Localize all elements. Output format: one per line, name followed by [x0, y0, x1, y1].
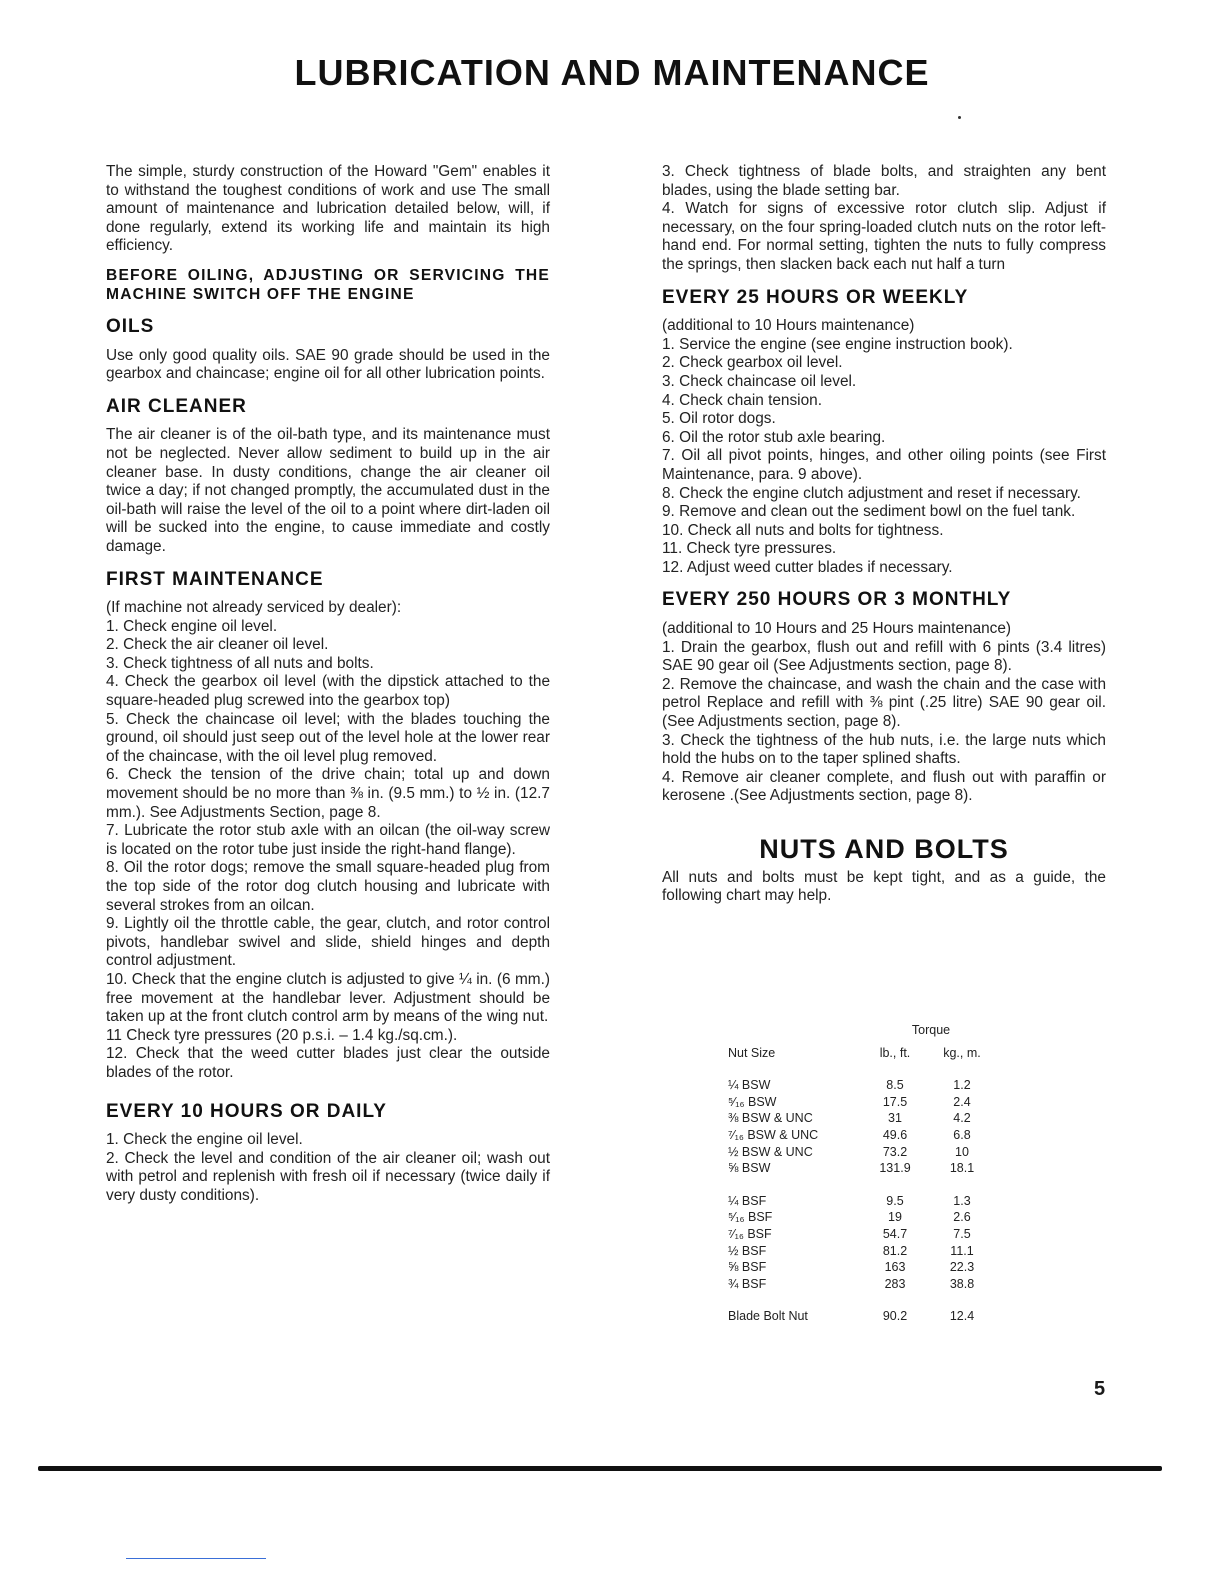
nuts-and-bolts-heading: NUTS AND BOLTS — [759, 834, 1009, 864]
table-cell: 38.8 — [949, 1276, 975, 1291]
table-row — [728, 1209, 998, 1226]
table-cell: 17.5 — [882, 1094, 908, 1109]
table-cell: 12.4 — [949, 1309, 975, 1324]
every-250-hours-list — [662, 639, 1106, 806]
list-item: 3. Check tightness of all nuts and bolts. — [106, 654, 374, 672]
list-item: 2. Check the level and condition of the air cleaner oil; wash out with petrol and replenish with fresh oil if necessary (twice daily if very dusty conditions). — [106, 1149, 550, 1204]
list-item: 1. Drain the gearbox, flush out and refill with 6 pints (3.4 litres) SAE 90 gear oil (See Adjustments section, page 8). — [662, 638, 1106, 675]
table-cell: 54.7 — [882, 1226, 908, 1241]
list-item: 7. Lubricate the rotor stub axle with an oilcan (the oil-way screw is located on the rotor tube just inside the right-hand flange). — [106, 822, 550, 858]
list-item: 3. Check chaincase oil level. — [662, 372, 857, 390]
table-cell: ⅝ BSW — [728, 1161, 771, 1176]
right-column — [662, 163, 1106, 906]
list-item: 4. Check the gearbox oil level (with the dipstick attached to the square-headed plug screwed into the gearbox top) — [106, 673, 550, 710]
table-cell: 1.2 — [953, 1078, 971, 1093]
first-maintenance-heading: FIRST MAINTENANCE — [106, 568, 324, 590]
list-item: 6. Check the tension of the drive chain; total up and down movement should be no more than ⅜ in. (9.5 mm.) to ½ in. (12.7 mm.). See Adjustments Section, page 8. — [106, 766, 550, 821]
table-cell: 10 — [955, 1144, 969, 1159]
table-cell: 73.2 — [882, 1144, 908, 1159]
list-item: 8. Check the engine clutch adjustment and reset if necessary. — [662, 484, 1081, 502]
table-row — [728, 1276, 998, 1293]
table-cell: ⅜ BSW & UNC — [728, 1111, 813, 1126]
list-item: 4. Remove air cleaner complete, and flush out with paraffin or kerosene .(See Adjustments section, page 8). — [662, 768, 1106, 805]
air-cleaner-heading: AIR CLEANER — [106, 395, 247, 417]
table-row — [728, 1226, 998, 1243]
list-item: 9. Lightly oil the throttle cable, the gear, clutch, and rotor control pivots, handlebar swivel and slide, shield hinges and depth control adjustment. — [106, 915, 550, 970]
column-header: lb., ft. — [879, 1045, 911, 1060]
stray-dot — [958, 116, 961, 119]
list-item: 2. Check the air cleaner oil level. — [106, 636, 329, 654]
table-cell: ¾ BSF — [728, 1276, 767, 1291]
list-item: 2. Check gearbox oil level. — [662, 354, 843, 372]
table-cell: 163 — [884, 1260, 906, 1275]
table-cell: ⁷⁄₁₆ BSW & UNC — [728, 1127, 819, 1142]
table-cell: 8.5 — [886, 1078, 904, 1093]
torque-group-header-row — [728, 1022, 998, 1039]
table-cell: 283 — [884, 1276, 906, 1291]
table-cell: ¼ BSF — [728, 1193, 767, 1208]
table-cell: 2.4 — [953, 1094, 971, 1109]
list-item: 8. Oil the rotor dogs; remove the small square-headed plug from the top side of the rotor dog clutch housing and lubricate with several strokes from an oilcan. — [106, 859, 550, 914]
list-item: 11 Check tyre pressures (20 p.s.i. – 1.4 kg./sq.cm.). — [106, 1026, 458, 1044]
page-title: LUBRICATION AND MAINTENANCE — [294, 52, 930, 93]
list-item: 5. Check the chaincase oil level; with the blades touching the ground, oil should just seep out of the level hole at the lower rear of the chaincase, with the oil level plug removed. — [106, 710, 550, 765]
first-maintenance-list — [106, 618, 550, 1083]
table-cell: 19 — [888, 1210, 902, 1225]
table-row — [728, 1259, 998, 1276]
every-10-hours-list — [106, 1131, 550, 1205]
table-row — [728, 1144, 998, 1161]
list-item: 2. Remove the chaincase, and wash the chain and the case with petrol Replace and refill with ⅜ pint (.25 litre) SAE 90 gear oil. (See Adjustments section, page 8). — [662, 675, 1106, 731]
column-header: Nut Size — [728, 1045, 776, 1060]
table-cell: Blade Bolt Nut — [728, 1309, 808, 1324]
table-cell: 11.1 — [950, 1243, 974, 1258]
list-item: 4. Check chain tension. — [662, 391, 822, 409]
list-item: 1. Check engine oil level. — [106, 617, 278, 635]
list-item: 12. Check that the weed cutter blades just clear the outside blades of the rotor. — [106, 1045, 550, 1081]
table-cell: ⁵⁄₁₆ BSF — [728, 1210, 773, 1225]
list-item: 12. Adjust weed cutter blades if necessary. — [662, 558, 953, 576]
table-row — [728, 1160, 998, 1177]
table-cell: ⅝ BSF — [728, 1260, 767, 1275]
table-row — [728, 1110, 998, 1127]
table-row — [728, 1308, 998, 1325]
table-row — [728, 1127, 998, 1144]
left-column — [106, 163, 550, 1206]
torque-table — [728, 1022, 998, 1325]
table-header-row — [728, 1045, 998, 1062]
air-cleaner-text: The air cleaner is of the oil-bath type, and its maintenance must not be neglected. Never allow sediment to build up in the air cleaner base. In dusty conditions, change the air cleaner oil twice a day; if not changed promptly, the accumulated dust in the oil-bath will raise the level of the oil to a point where dirt-laden oil will be sucked into the engine, to cause immediate and costly damage. — [106, 426, 550, 555]
page-number: 5 — [1094, 1378, 1106, 1400]
torque-group-header: Torque — [911, 1023, 951, 1037]
column-header: kg., m. — [943, 1045, 981, 1060]
table-cell: ⁵⁄₁₆ BSW — [728, 1094, 777, 1109]
table-cell: ½ BSW & UNC — [728, 1144, 813, 1159]
table-cell: 90.2 — [882, 1309, 908, 1324]
table-cell: 18.1 — [949, 1161, 975, 1176]
table-row — [728, 1193, 998, 1210]
table-cell: 2.6 — [953, 1210, 971, 1225]
table-cell: 49.6 — [882, 1127, 908, 1142]
list-item: 3. Check tightness of blade bolts, and straighten any bent blades, using the blade setting bar. — [662, 163, 1106, 199]
table-cell: 6.8 — [953, 1127, 971, 1142]
table-cell: 22.3 — [949, 1260, 975, 1275]
every-25-hours-list — [662, 336, 1106, 578]
table-cell: 1.3 — [953, 1193, 971, 1208]
bottom-link-line — [126, 1558, 266, 1559]
every-250-hours-intro: (additional to 10 Hours and 25 Hours maintenance) — [662, 620, 1012, 638]
table-cell: 4.2 — [953, 1111, 971, 1126]
bottom-rule — [38, 1466, 1162, 1471]
list-item: 4. Watch for signs of excessive rotor clutch slip. Adjust if necessary, on the four spring-loaded clutch nuts on the rotor left-hand end. For normal setting, tighten the nuts to fully compress the springs, then slacken back each nut half a turn — [662, 200, 1106, 273]
list-item: 10. Check that the engine clutch is adjusted to give ¼ in. (6 mm.) free movement at the handlebar lever. Adjustment should be taken up at the front clutch control arm by means of the wing nut. — [106, 970, 550, 1026]
oils-heading: OILS — [106, 315, 155, 337]
table-cell: ⁷⁄₁₆ BSF — [728, 1226, 772, 1241]
list-item: 1. Service the engine (see engine instruction book). — [662, 335, 1013, 353]
list-item: 6. Oil the rotor stub axle bearing. — [662, 428, 886, 446]
list-item: 10. Check all nuts and bolts for tightness. — [662, 521, 944, 539]
table-cell: 81.2 — [882, 1243, 908, 1258]
list-item: 11. Check tyre pressures. — [662, 540, 837, 558]
table-cell: 9.5 — [886, 1193, 904, 1208]
every-25-hours-intro: (additional to 10 Hours maintenance) — [662, 317, 915, 335]
table-row — [728, 1094, 998, 1111]
table-cell: ¼ BSW — [728, 1078, 771, 1093]
every-10-hours-list-continued — [662, 163, 1106, 275]
intro-paragraph: The simple, sturdy construction of the Howard "Gem" enables it to withstand the toughest conditions of work and use The small amount of maintenance and lubrication detailed below, will, if done regularly, extend its working life and maintain its high efficiency. — [106, 163, 550, 255]
nuts-and-bolts-text: All nuts and bolts must be kept tight, and as a guide, the following chart may help. — [662, 868, 1106, 905]
list-item: 3. Check the tightness of the hub nuts, i.e. the large nuts which hold the hubs on to the taper splined shafts. — [662, 731, 1106, 768]
list-item: 1. Check the engine oil level. — [106, 1131, 303, 1149]
every-250-hours-heading: EVERY 250 HOURS OR 3 MONTHLY — [662, 589, 1012, 611]
every-25-hours-heading: EVERY 25 HOURS OR WEEKLY — [662, 286, 969, 308]
table-cell: ½ BSF — [728, 1243, 767, 1258]
safety-warning: BEFORE OILING, ADJUSTING OR SERVICING THE MACHINE SWITCH OFF THE ENGINE — [106, 266, 550, 303]
list-item: 7. Oil all pivot points, hinges, and other oiling points (see First Maintenance, para. 9 above). — [662, 447, 1106, 483]
table-cell: 131.9 — [879, 1161, 911, 1176]
every-10-hours-heading: EVERY 10 HOURS OR DAILY — [106, 1100, 387, 1122]
table-row — [728, 1243, 998, 1260]
table-cell: 7.5 — [953, 1226, 971, 1241]
oils-text: Use only good quality oils. SAE 90 grade should be used in the gearbox and chaincase; engine oil for all other lubrication points. — [106, 346, 550, 383]
first-maintenance-intro: (If machine not already serviced by dealer): — [106, 599, 402, 617]
table-row — [728, 1077, 998, 1094]
list-item: 9. Remove and clean out the sediment bowl on the fuel tank. — [662, 503, 1076, 521]
table-cell: 31 — [888, 1111, 902, 1126]
list-item: 5. Oil rotor dogs. — [662, 410, 776, 428]
